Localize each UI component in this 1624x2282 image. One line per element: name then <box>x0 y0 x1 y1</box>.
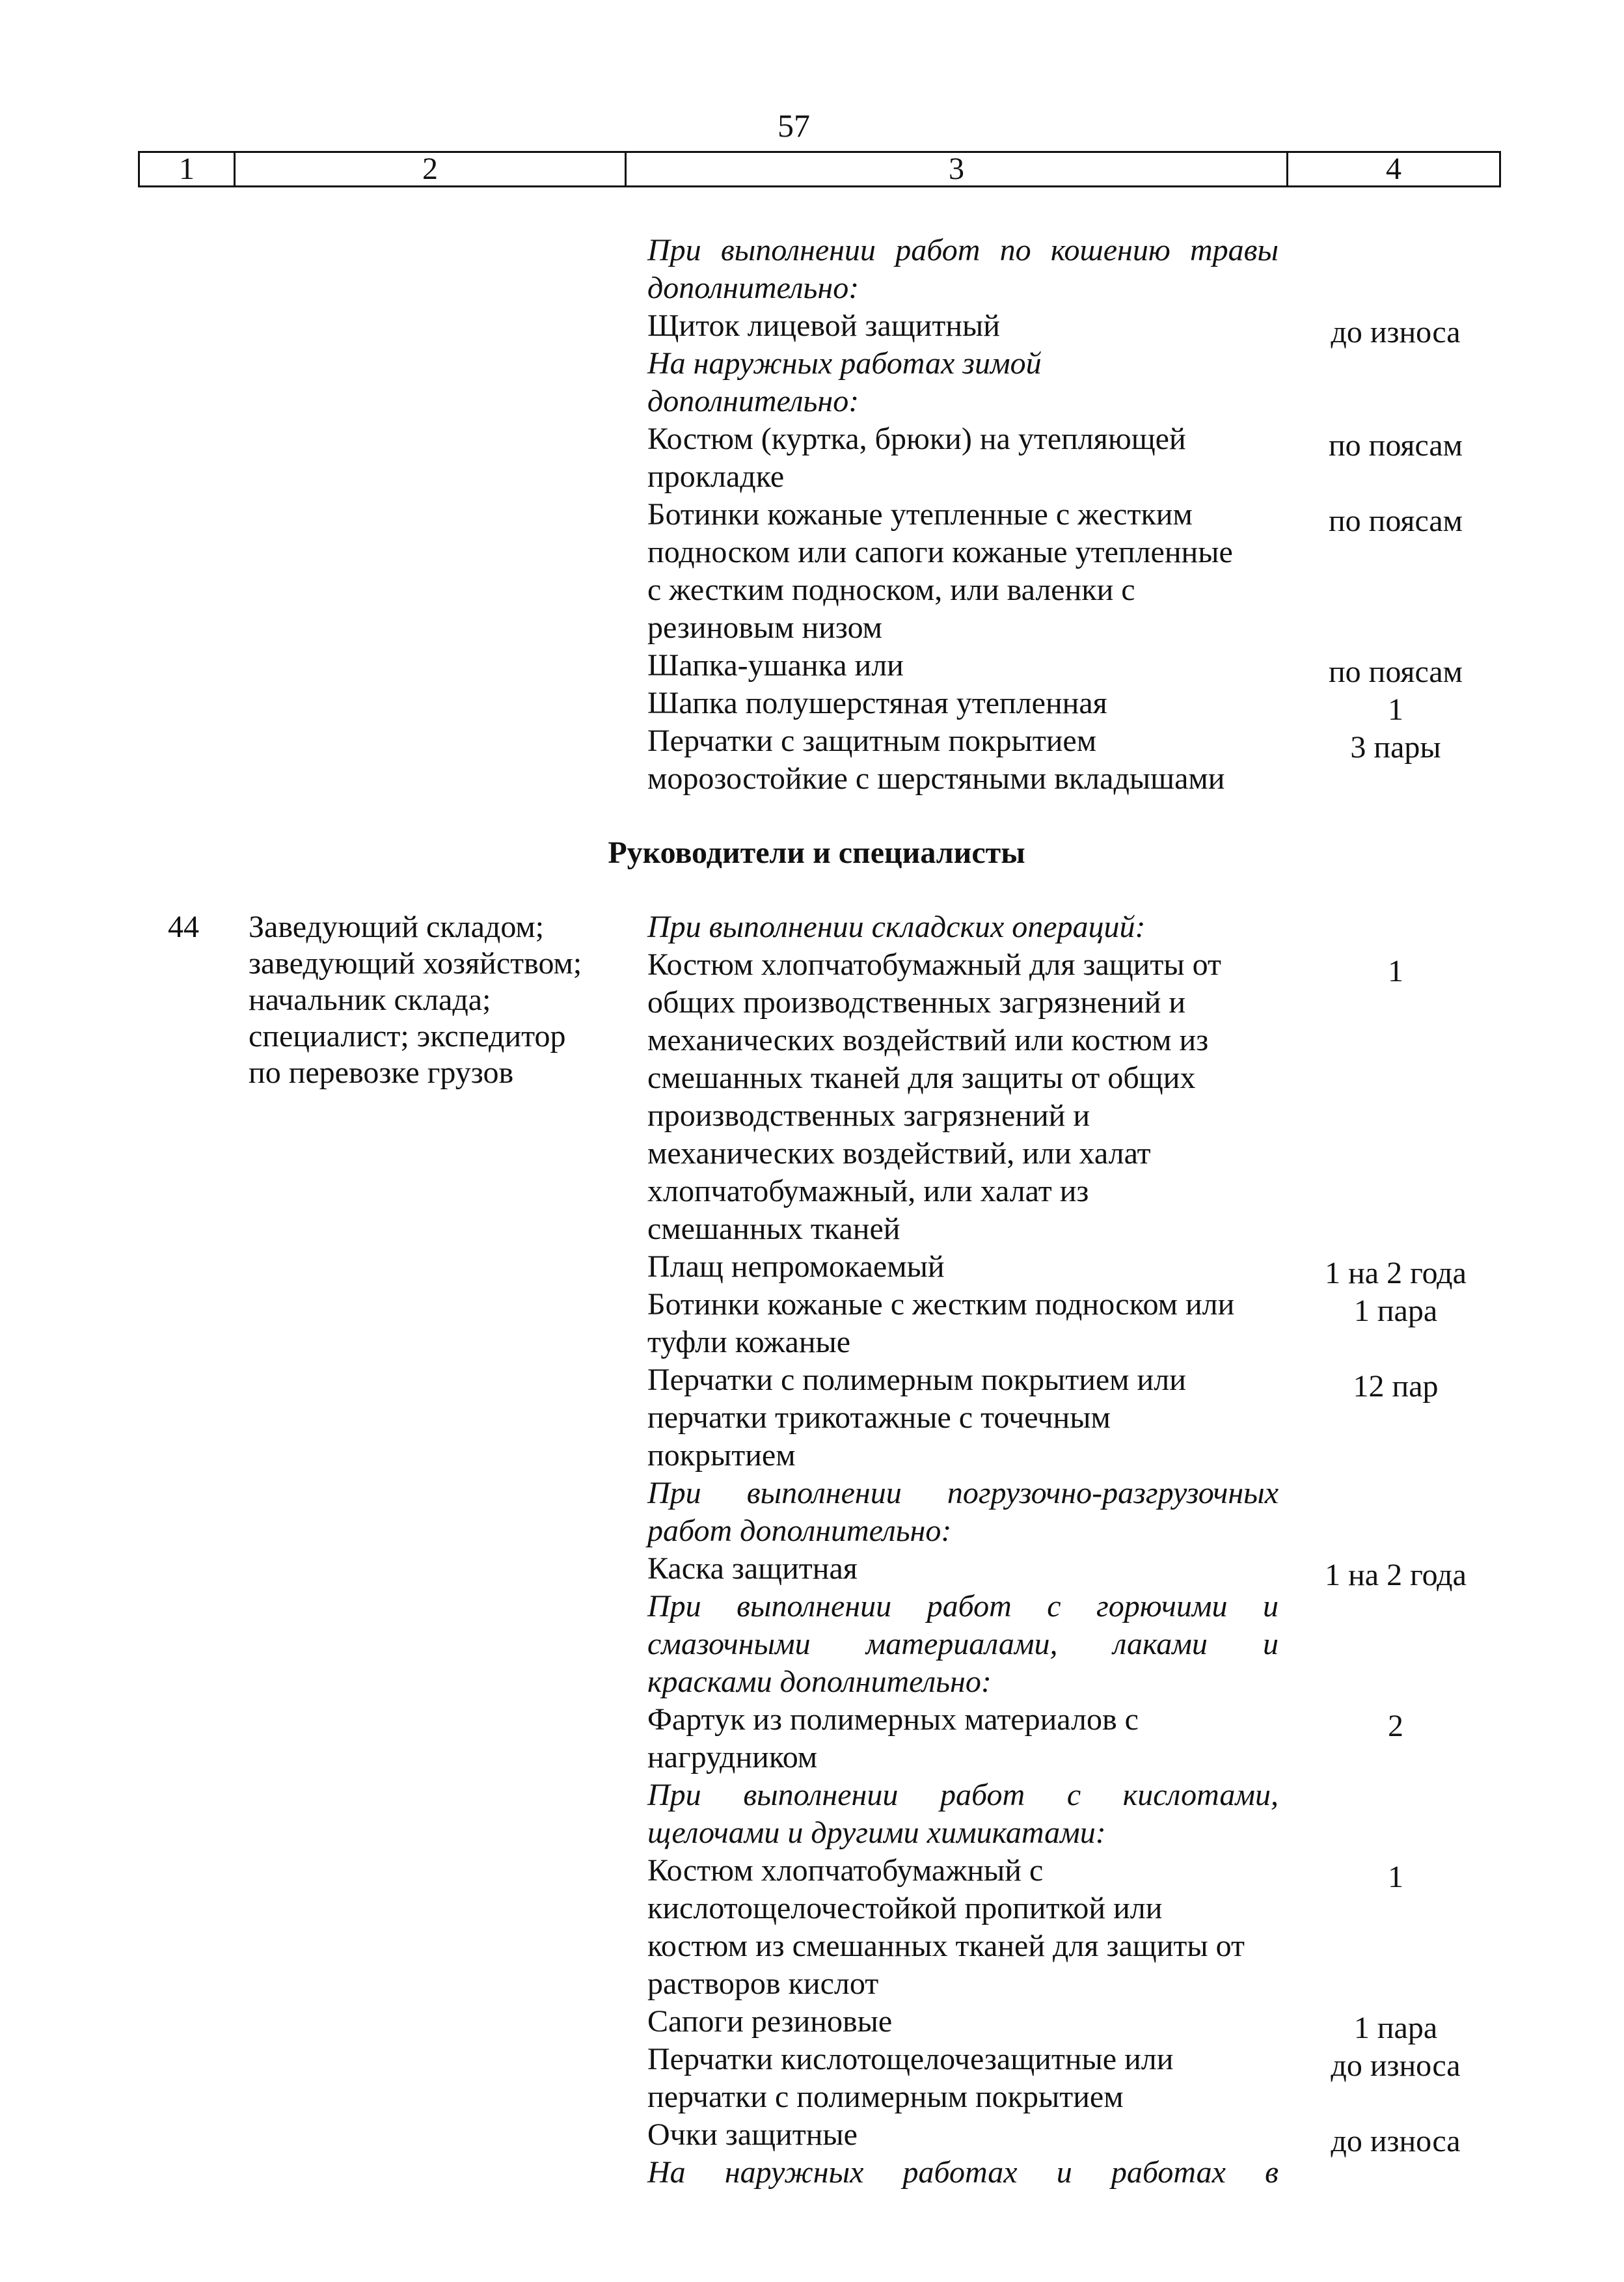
item-line: резиновым низом <box>647 610 883 645</box>
item-line: Костюм хлопчатобумажный для защиты от <box>647 947 1221 982</box>
item-line: Перчатки с полимерным покрытием или <box>647 1363 1186 1397</box>
word: в <box>1265 2155 1279 2190</box>
word: выполнении <box>720 233 876 267</box>
norm-value: 12 пар <box>1353 1369 1439 1404</box>
norm-value: до износа <box>1331 2048 1461 2083</box>
item-line: механических воздействий, или халат <box>647 1136 1151 1171</box>
word: выполнении <box>737 1589 892 1623</box>
condition-line: дополнительно: <box>647 384 859 418</box>
word: и <box>1056 2155 1072 2190</box>
word: горючими <box>1096 1589 1228 1623</box>
norm-value: 2 <box>1388 1709 1403 1743</box>
item-line: Шапка полушерстяная утепленная <box>647 686 1107 720</box>
word: с <box>1047 1589 1061 1623</box>
word: кислотами, <box>1122 1778 1279 1812</box>
word: При <box>647 1778 701 1812</box>
norm-value: до износа <box>1331 315 1461 349</box>
item-line: общих производственных загрязнений и <box>647 985 1186 1020</box>
item-line: костюм из смешанных тканей для защиты от <box>647 1929 1245 1963</box>
header-col-4: 4 <box>1286 151 1501 187</box>
norm-value: до износа <box>1331 2124 1461 2158</box>
page-number: 57 <box>778 107 810 144</box>
norm-value: 1 на 2 года <box>1325 1558 1467 1592</box>
word: работ <box>940 1778 1025 1812</box>
word: и <box>1262 1589 1279 1623</box>
word: работ <box>927 1589 1012 1623</box>
position-line: заведующий хозяйством; <box>249 946 582 981</box>
condition-line <box>647 232 1279 269</box>
position-line: по перевозке грузов <box>249 1055 514 1090</box>
header-col-1: 1 <box>138 151 236 187</box>
word: При <box>647 1589 701 1623</box>
item-line: кислотощелочестойкой пропиткой или <box>647 1891 1163 1925</box>
item-line: Каска защитная <box>647 1551 858 1586</box>
norm-value: 1 <box>1388 692 1403 727</box>
norm-value: по поясам <box>1328 428 1463 463</box>
word: материалами, <box>865 1627 1058 1661</box>
condition-line <box>647 1777 1279 1813</box>
norm-value: 1 пара <box>1353 1294 1438 1328</box>
word: На <box>647 2155 686 2190</box>
word: смазочными <box>647 1627 811 1661</box>
item-line: морозостойкие с шерстяными вкладышами <box>647 761 1225 796</box>
word: лаками <box>1113 1627 1208 1661</box>
item-line: Ботинки кожаные с жестким подноском или <box>647 1287 1235 1322</box>
condition-line: красками дополнительно: <box>647 1664 992 1699</box>
condition-line <box>647 1626 1279 1663</box>
item-line: покрытием <box>647 1438 796 1473</box>
condition-line: щелочами и другими химикатами: <box>647 1815 1106 1850</box>
position-line: Заведующий складом; <box>249 910 545 944</box>
item-line: Костюм хлопчатобумажный с <box>647 1853 1044 1888</box>
item-line: смешанных тканей <box>647 1212 900 1246</box>
item-line: механических воздействий или костюм из <box>647 1023 1209 1057</box>
word: кошению <box>1050 233 1171 267</box>
condition-line: дополнительно: <box>647 271 859 305</box>
word: выполнении <box>746 1476 902 1510</box>
item-line: перчатки с полимерным покрытием <box>647 2080 1124 2114</box>
norm-value: 1 <box>1388 954 1403 988</box>
item-line: растворов кислот <box>647 1966 879 2001</box>
item-line: хлопчатобумажный, или халат из <box>647 1174 1089 1208</box>
norm-value: 1 на 2 года <box>1325 1256 1467 1290</box>
condition-line: При выполнении складских операций: <box>647 910 1146 944</box>
item-line: Плащ непромокаемый <box>647 1249 945 1284</box>
word: наружных <box>724 2155 864 2190</box>
item-line: Перчатки с защитным покрытием <box>647 724 1097 758</box>
row-number: 44 <box>168 910 199 944</box>
word: При <box>647 1476 701 1510</box>
item-line: Перчатки кислотощелочезащитные или <box>647 2042 1174 2076</box>
item-line: перчатки трикотажные с точечным <box>647 1400 1111 1435</box>
item-line: Фартук из полимерных материалов с <box>647 1702 1139 1737</box>
item-line: производственных загрязнений и <box>647 1098 1090 1133</box>
word: и <box>1262 1627 1279 1661</box>
word: работах <box>1111 2155 1226 2190</box>
condition-line <box>647 1475 1279 1512</box>
condition-line: работ дополнительно: <box>647 1514 952 1548</box>
norm-value: по поясам <box>1328 504 1463 538</box>
word: погрузочно-разгрузочных <box>947 1476 1279 1510</box>
position-line: начальник склада; <box>249 983 491 1017</box>
condition-line <box>647 1588 1279 1625</box>
word: работах <box>902 2155 1018 2190</box>
item-line: смешанных тканей для защиты от общих <box>647 1061 1196 1095</box>
item-line: нагрудником <box>647 1740 818 1774</box>
item-line: Ботинки кожаные утепленные с жестким <box>647 497 1193 532</box>
word: работ <box>895 233 981 267</box>
section-title: Руководители и специалисты <box>608 835 1025 870</box>
norm-value: по поясам <box>1328 655 1463 689</box>
item-line: Очки защитные <box>647 2117 858 2152</box>
norm-value: 1 <box>1388 1860 1403 1894</box>
word: выполнении <box>743 1778 899 1812</box>
word: травы <box>1189 233 1279 267</box>
item-line: Сапоги резиновые <box>647 2004 893 2039</box>
condition-line: На наружных работах зимой <box>647 346 1042 381</box>
item-line: подноском или сапоги кожаные утепленные <box>647 535 1233 569</box>
item-line: туфли кожаные <box>647 1325 851 1359</box>
norm-value: 1 пара <box>1353 2011 1438 2045</box>
header-col-3: 3 <box>625 151 1288 187</box>
item-line: Щиток лицевой защитный <box>647 308 1000 343</box>
condition-line <box>647 2154 1279 2191</box>
word: При <box>647 233 701 267</box>
word: с <box>1066 1778 1081 1812</box>
item-line: Костюм (куртка, брюки) на утепляющей <box>647 422 1186 456</box>
norm-value: 3 пары <box>1350 730 1441 765</box>
item-line: Шапка-ушанка или <box>647 648 904 683</box>
item-line: с жестким подноском, или валенки с <box>647 573 1135 607</box>
header-col-2: 2 <box>234 151 627 187</box>
item-line: прокладке <box>647 459 785 494</box>
position-line: специалист; экспедитор <box>249 1019 566 1053</box>
word: по <box>999 233 1031 267</box>
